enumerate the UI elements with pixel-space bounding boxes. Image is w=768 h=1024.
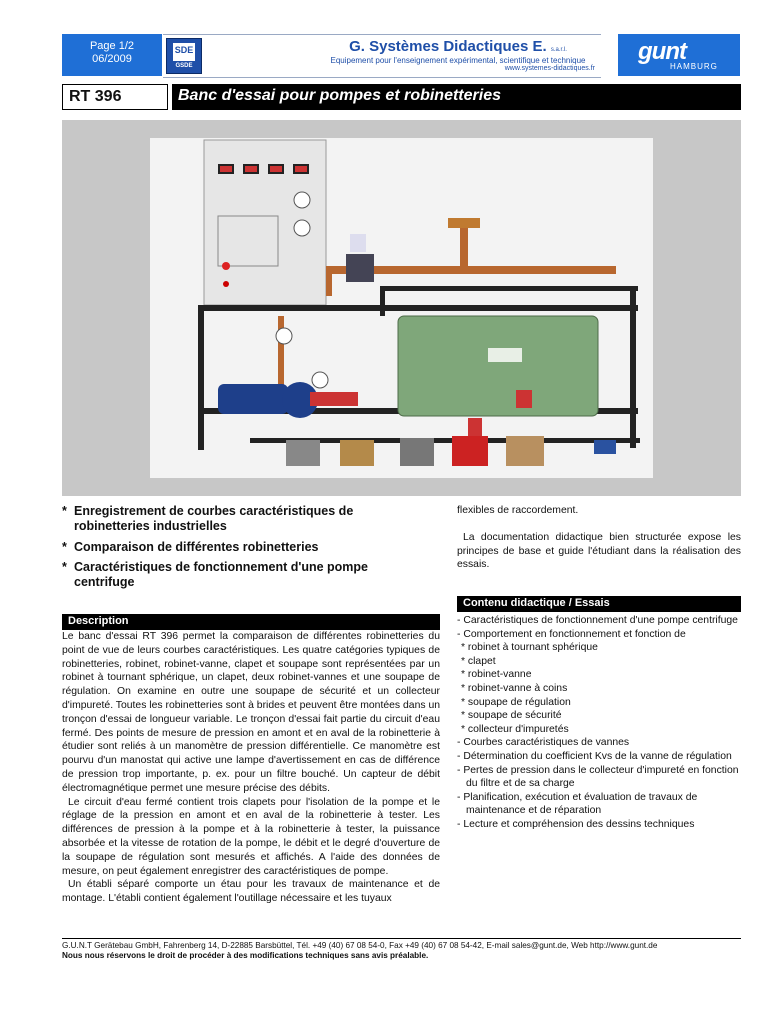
company-name — [313, 38, 603, 55]
list-item: * clapet — [461, 655, 496, 667]
description-paragraph: Le circuit d'eau fermé contient trois clapets pour l'isolation de la pompe et le réglage de la pression en amont et en aval de la robinetterie à tester. Les différences de pression à la pompe et à la robinetterie à tester, la puissance absorbée et la vitesse de rotation de la pompe, le débit et le degré d'ouverture de la soupape de régulation sont mesurés et affichés. A l'aide des données de mesure, on peut également enregistrer des caractéristiques de pompe. — [62, 796, 440, 877]
footer-notice: Nous nous réservons le droit de procéder à des modifications techniques sans avis préalable. — [62, 951, 429, 960]
contents-heading: Contenu didactique / Essais — [457, 596, 741, 612]
list-item: * collecteur d'impuretés — [461, 723, 569, 735]
description-paragraph: Le banc d'essai RT 396 permet la comparaison de différentes robinetteries du point de vue de leurs courbes caractéristiques. Les quatre catégories typiques de robinetteries, robinet, robinet-vanne, clapet et soupape sont représentées par un robinet à tournant sphérique, un clapet, deux robinet-vannes et une soupape de régulation. On examine en outre une soupape de sécurité et un collecteur d'impureté. Toutes les robinetteries sont à brides et peuvent être montées dans un tronçon d'essai de longueur variable. Le tronçon d'essai fait partie du circuit d'eau fermé. Des points de mesure de pression en amont et en aval de la robinetterie à étudier sont reliés à un manomètre de pression différentielle. Ce manomètre est pourvu d'un manostat qui active une lampe d'avertissement en cas de différence de pression trop importante, p. ex. pour un filtre bouché. Un capteur de débit électromagnétique permet une mesure précise des débits. — [62, 631, 440, 794]
gsde-logo — [166, 38, 202, 74]
list-item: * soupape de régulation — [461, 696, 571, 708]
list-item: - Caractéristiques de fonctionnement d'une pompe centrifuge — [457, 615, 738, 626]
contents-list — [457, 614, 743, 832]
footer-address: G.U.N.T Gerätebau GmbH, Fahrenberg 14, D-22885 Barsbüttel, Tél. +49 (40) 67 08 54-0, Fax +49 (40) 67 08 54-42, E-mail sales@gunt.de, Web http://www.gunt.de — [62, 941, 658, 950]
company-tagline: Equipement pour l'enseignement expérimental, scientifique et technique — [330, 56, 586, 65]
feature-text: Enregistrement de courbes caractéristiques de — [74, 504, 354, 518]
list-item: - Planification, exécution et évaluation de travaux de maintenance et de réparation — [457, 791, 698, 817]
feature-item: * Caractéristiques de fonctionnement d'une pompe centrifuge — [62, 560, 432, 590]
description-heading: Description — [62, 614, 440, 630]
feature-text-cont: robinetteries industrielles — [74, 519, 227, 533]
company-suffix: s.a.r.l. — [550, 47, 567, 53]
description-paragraph: flexibles de raccordement. — [457, 505, 579, 516]
gsde-logo-text: GSDE — [175, 63, 193, 69]
page-number: Page 1/2 — [89, 40, 135, 52]
distributor-banner — [163, 34, 601, 78]
page-title: Banc d'essai pour pompes et robinetteries — [172, 84, 741, 110]
feature-text: Caractéristiques de fonctionnement d'une pompe — [74, 560, 368, 574]
list-item: - Lecture et compréhension des dessins techniques — [457, 818, 695, 830]
page-info-box — [62, 34, 162, 76]
product-photo — [150, 138, 653, 478]
list-item: * robinet-vanne à coins — [461, 682, 568, 694]
list-item: - Courbes caractéristiques de vannes — [457, 737, 630, 749]
list-item: - Détermination du coefficient Kvs de la vanne de régulation — [457, 750, 732, 762]
description-paragraph: Un établi séparé comporte un étau pour les travaux de maintenance et de montage. L'établi contient également l'outillage nécessaire et les tuyaux — [62, 879, 440, 905]
gunt-logo-sub: HAMBURG — [670, 62, 718, 71]
list-item: * robinet-vanne — [461, 669, 532, 681]
list-item: * soupape de sécurité — [461, 710, 562, 722]
list-item: - Pertes de pression dans le collecteur d'impureté en fonction du filtre et de sa charge — [457, 764, 739, 790]
gunt-logo — [618, 34, 740, 76]
gunt-logo-text: gunt — [638, 38, 686, 65]
company-name-text: G. Systèmes Didactiques E. — [349, 38, 547, 55]
gsde-logo-mark: SDE — [174, 45, 194, 55]
description-body — [62, 630, 440, 906]
list-item: * robinet à tournant sphérique — [461, 642, 598, 654]
feature-text-cont: centrifuge — [74, 575, 135, 589]
doc-date: 06/2009 — [92, 53, 132, 65]
description-paragraph: La documentation didactique bien structurée expose les principes de base et guide l'étudiant dans la réalisation des essais. — [457, 531, 741, 571]
feature-item: * Enregistrement de courbes caractéristiques de robinetteries industrielles — [62, 504, 432, 534]
feature-item: * Comparaison de différentes robinetteries — [62, 540, 319, 554]
product-code: RT 396 — [62, 84, 168, 110]
test-bench-illustration — [150, 138, 653, 478]
footer-divider — [62, 938, 741, 939]
company-website: www.systemes-didactiques.fr — [504, 65, 595, 72]
description-continued — [457, 504, 741, 572]
list-item: - Comportement en fonctionnement et fonction de — [457, 628, 686, 640]
feature-text: Comparaison de différentes robinetteries — [74, 540, 319, 554]
